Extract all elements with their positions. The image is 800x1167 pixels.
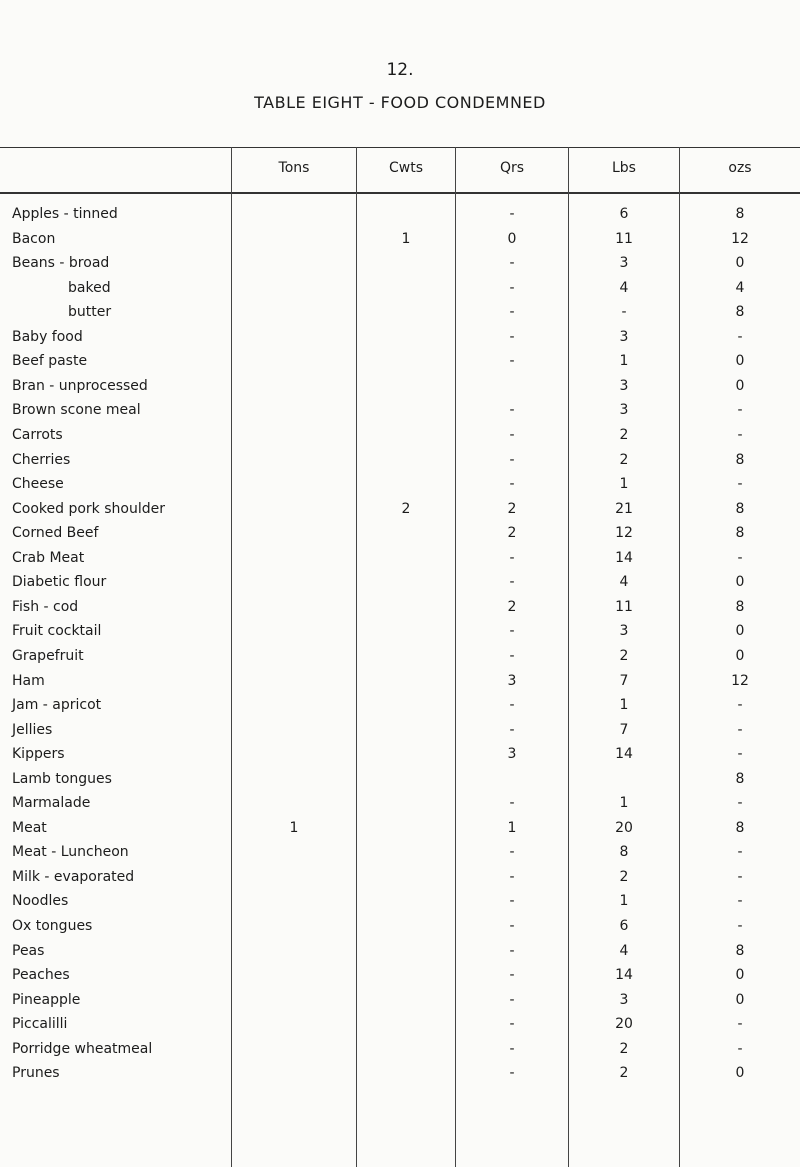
lbs-value: 4 <box>619 574 629 591</box>
lbs-value: 11 <box>615 598 633 615</box>
qrs-value: - <box>509 279 515 296</box>
table-row <box>0 866 800 889</box>
qrs-value: - <box>509 647 515 664</box>
item-name: Meat <box>12 819 47 836</box>
item-name: Bacon <box>12 230 56 247</box>
qrs-value: 3 <box>507 672 517 689</box>
lbs-value: 2 <box>619 1040 629 1057</box>
item-name: butter <box>68 304 112 321</box>
qrs-value: - <box>509 328 515 345</box>
table-row <box>0 596 800 619</box>
lbs-value: 3 <box>619 328 629 345</box>
table-row <box>0 841 800 864</box>
lbs-value: 1 <box>619 476 629 493</box>
lbs-value: 14 <box>615 967 633 984</box>
ozs-value: - <box>737 893 743 910</box>
table-row <box>0 1038 800 1061</box>
lbs-value: 7 <box>619 672 629 689</box>
qrs-value: - <box>509 967 515 984</box>
ozs-value: - <box>737 1040 743 1057</box>
qrs-value: - <box>509 206 515 222</box>
lbs-value: 11 <box>615 230 633 247</box>
table-row <box>0 768 800 791</box>
qrs-value: 3 <box>507 746 517 763</box>
lbs-value: 1 <box>619 353 629 370</box>
lbs-value: 2 <box>619 451 629 468</box>
column-header-tons: Tons <box>278 160 310 176</box>
lbs-value: 1 <box>619 795 629 812</box>
table-row <box>0 890 800 913</box>
qrs-value: - <box>509 451 515 468</box>
table-row <box>0 449 800 472</box>
item-name: Pineapple <box>12 991 81 1008</box>
item-name: Kippers <box>12 746 65 763</box>
qrs-value: - <box>509 942 515 959</box>
ozs-value: - <box>737 844 743 861</box>
item-name: Cherries <box>12 451 71 468</box>
ozs-value: - <box>737 402 743 419</box>
item-name: Fish - cod <box>12 598 79 615</box>
ozs-value: 0 <box>735 255 745 272</box>
item-name: Marmalade <box>12 795 91 812</box>
lbs-value: 3 <box>619 402 629 419</box>
lbs-value: 7 <box>619 721 629 738</box>
item-name: Peas <box>12 942 45 959</box>
item-name: Jellies <box>12 721 53 738</box>
table-row <box>0 915 800 938</box>
lbs-value: 1 <box>619 697 629 713</box>
lbs-value: 20 <box>615 819 633 836</box>
ozs-value: 8 <box>735 304 745 321</box>
item-name: Cheese <box>12 476 64 493</box>
qrs-value: 2 <box>507 598 517 615</box>
column-header-ozs: ozs <box>728 160 752 176</box>
ozs-value: 0 <box>735 647 745 664</box>
lbs-value: 21 <box>615 500 633 517</box>
qrs-value: - <box>509 476 515 493</box>
item-name: Piccalilli <box>12 1016 68 1033</box>
ozs-value: 4 <box>735 279 745 296</box>
lbs-value: 2 <box>619 427 629 443</box>
ozs-value: - <box>737 721 743 738</box>
item-name: Fruit cocktail <box>12 623 102 640</box>
table-row <box>0 571 800 594</box>
cwts-value: 1 <box>401 230 411 247</box>
item-name: Ham <box>12 672 45 689</box>
table-row <box>0 817 800 840</box>
qrs-value: - <box>509 844 515 861</box>
qrs-value: - <box>509 402 515 419</box>
lbs-value: 3 <box>619 623 629 640</box>
table-row <box>0 743 800 766</box>
ozs-value: 12 <box>731 230 749 247</box>
table-row <box>0 547 800 570</box>
item-name: Brown scone meal <box>12 402 141 419</box>
table-row <box>0 522 800 545</box>
table-row <box>0 989 800 1012</box>
table-row <box>0 399 800 422</box>
ozs-value: - <box>737 918 743 934</box>
lbs-value: 4 <box>619 279 629 296</box>
ozs-value: 0 <box>735 991 745 1008</box>
table-row <box>0 964 800 987</box>
ozs-value: - <box>737 427 743 443</box>
ozs-value: - <box>737 868 743 885</box>
ozs-value: 8 <box>735 598 745 615</box>
item-name: Ox tongues <box>12 918 93 934</box>
qrs-value: - <box>509 353 515 370</box>
item-name: Cooked pork shoulder <box>12 500 165 517</box>
table-row <box>0 719 800 742</box>
item-name: Bran - unprocessed <box>12 377 148 394</box>
qrs-value: 2 <box>507 500 517 517</box>
qrs-value: - <box>509 427 515 443</box>
qrs-value: - <box>509 991 515 1008</box>
item-name: Beans - broad <box>12 255 110 272</box>
table-row <box>0 940 800 963</box>
page-title: TABLE EIGHT - FOOD CONDEMNED <box>254 93 546 112</box>
item-name: Noodles <box>12 893 69 910</box>
ozs-value: - <box>737 697 743 713</box>
qrs-value: - <box>509 549 515 566</box>
item-name: Diabetic flour <box>12 574 107 591</box>
qrs-value: - <box>509 304 515 321</box>
table-row <box>0 645 800 668</box>
lbs-value: - <box>621 304 627 321</box>
qrs-value: - <box>509 697 515 713</box>
item-name: Lamb tongues <box>12 770 112 787</box>
table-row <box>0 326 800 349</box>
qrs-value: - <box>509 1065 515 1082</box>
lbs-value: 8 <box>619 844 629 861</box>
lbs-value: 14 <box>615 746 633 763</box>
cwts-value: 2 <box>401 500 411 517</box>
item-name: Meat - Luncheon <box>12 844 129 861</box>
table-row <box>0 277 800 300</box>
table-row <box>0 670 800 693</box>
ozs-value: 0 <box>735 1065 745 1082</box>
item-name: Grapefruit <box>12 647 84 664</box>
qrs-value: - <box>509 721 515 738</box>
tons-value: 1 <box>289 819 299 836</box>
lbs-value: 20 <box>615 1016 633 1033</box>
qrs-value: - <box>509 893 515 910</box>
column-header-cwts: Cwts <box>388 160 423 176</box>
ozs-value: 0 <box>735 574 745 591</box>
ozs-value: 8 <box>735 206 745 222</box>
table-row <box>0 473 800 496</box>
table-top-rule <box>0 147 800 148</box>
item-name: Carrots <box>12 427 63 443</box>
page-number: 12. <box>386 60 414 80</box>
item-name: Corned Beef <box>12 525 99 542</box>
table-row <box>0 375 800 398</box>
ozs-value: 0 <box>735 353 745 370</box>
ozs-value: 8 <box>735 451 745 468</box>
table-row <box>0 350 800 373</box>
qrs-value: 2 <box>507 525 517 542</box>
table-row <box>0 301 800 324</box>
lbs-value: 3 <box>619 377 629 394</box>
ozs-value: - <box>737 795 743 812</box>
table-row <box>0 694 800 717</box>
column-header-qrs: Qrs <box>499 160 525 176</box>
lbs-value: 2 <box>619 1065 629 1082</box>
lbs-value: 3 <box>619 991 629 1008</box>
ozs-value: - <box>737 476 743 493</box>
ozs-value: 8 <box>735 819 745 836</box>
item-name: Beef paste <box>12 353 88 370</box>
qrs-value: - <box>509 255 515 272</box>
table-row <box>0 203 800 226</box>
lbs-value: 3 <box>619 255 629 272</box>
table-row <box>0 228 800 251</box>
item-name: Porridge wheatmeal <box>12 1040 153 1057</box>
qrs-value: - <box>509 574 515 591</box>
qrs-value: - <box>509 868 515 885</box>
item-name: Crab Meat <box>12 549 85 566</box>
ozs-value: 8 <box>735 525 745 542</box>
item-name: Milk - evaporated <box>12 868 135 885</box>
item-name: Jam - apricot <box>12 697 102 713</box>
item-name: Apples - tinned <box>12 206 118 222</box>
ozs-value: 0 <box>735 377 745 394</box>
lbs-value: 4 <box>619 942 629 959</box>
qrs-value: 0 <box>507 230 517 247</box>
ozs-value: 8 <box>735 942 745 959</box>
lbs-value: 14 <box>615 549 633 566</box>
column-header-lbs: Lbs <box>612 160 636 176</box>
lbs-value: 1 <box>619 893 629 910</box>
ozs-value: - <box>737 1016 743 1033</box>
table-row <box>0 424 800 447</box>
table-row <box>0 498 800 521</box>
ozs-value: 0 <box>735 967 745 984</box>
ozs-value: - <box>737 549 743 566</box>
item-name: Baby food <box>12 328 83 345</box>
qrs-value: - <box>509 918 515 934</box>
lbs-value: 6 <box>619 918 629 934</box>
lbs-value: 6 <box>619 206 629 222</box>
item-name: baked <box>68 279 111 296</box>
item-name: Peaches <box>12 967 70 984</box>
ozs-value: - <box>737 746 743 763</box>
qrs-value: 1 <box>507 819 517 836</box>
qrs-value: - <box>509 795 515 812</box>
table-row <box>0 252 800 275</box>
ozs-value: 12 <box>731 672 749 689</box>
item-name: Prunes <box>12 1065 60 1082</box>
table-row <box>0 1013 800 1036</box>
lbs-value: 2 <box>619 647 629 664</box>
table-header-rule <box>0 192 800 194</box>
lbs-value: 12 <box>615 525 633 542</box>
ozs-value: 0 <box>735 623 745 640</box>
table-row <box>0 1062 800 1085</box>
ozs-value: 8 <box>735 770 745 787</box>
qrs-value: - <box>509 1040 515 1057</box>
qrs-value: - <box>509 623 515 640</box>
table-row <box>0 792 800 815</box>
qrs-value: - <box>509 1016 515 1033</box>
ozs-value: 8 <box>735 500 745 517</box>
lbs-value: 2 <box>619 868 629 885</box>
ozs-value: - <box>737 328 743 345</box>
table-row <box>0 620 800 643</box>
